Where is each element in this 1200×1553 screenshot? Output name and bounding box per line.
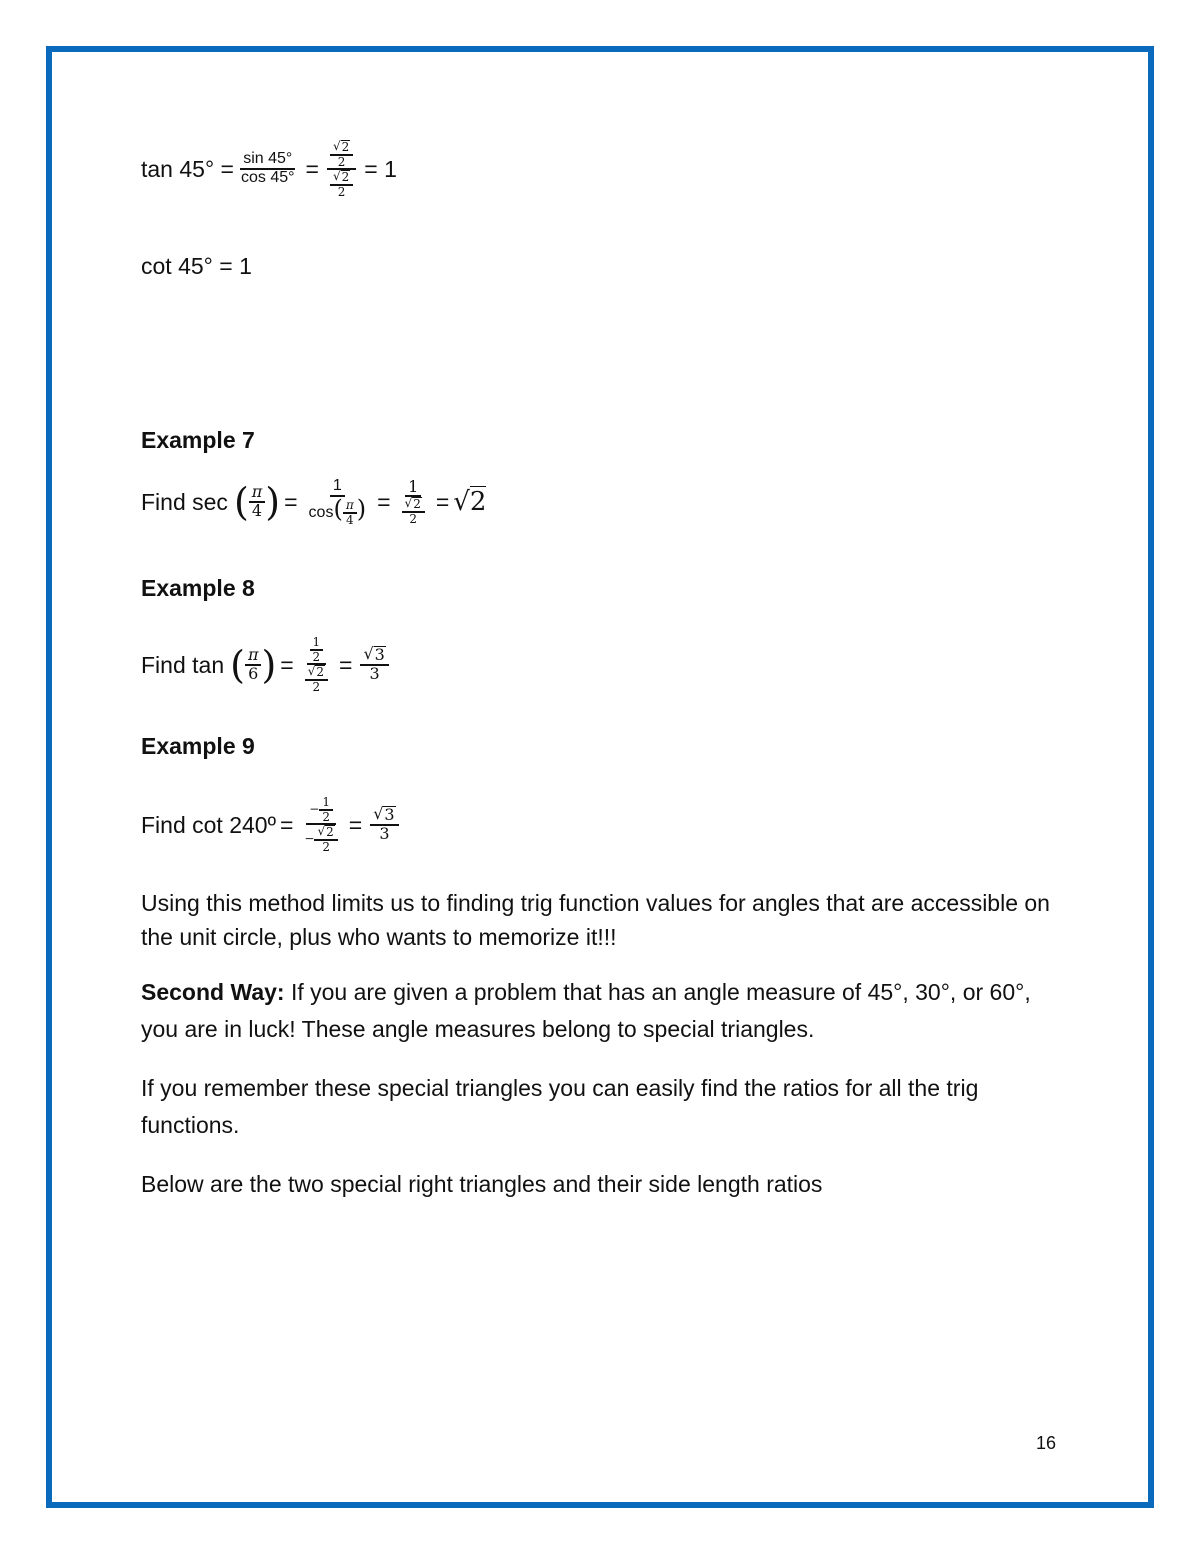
tan45-equation: tan 45° = $\frac{\sin 45^\circ}{\cos 45^\circ}$ = √ 2 2 √ 2 2 = 1 [141, 139, 397, 199]
root3-over-3-fraction: √ 3 3 [370, 806, 398, 843]
root2-over-root2-fraction: √ 2 2 √ 2 2 [327, 140, 356, 198]
example9-equation: Find cot 240º = − $\frac{1}{2}$ − √ 2 2 = √ 3 3 [141, 796, 403, 853]
example7-equation: Find sec ( $\frac{\pi}{4}$ ) = 1 cos( $\frac{\pi}{4}$ ) = 1 √ 2 2 = √2 [141, 476, 487, 527]
example7-heading: Example 7 [141, 427, 255, 453]
neg-half-over-neg-root2-fraction: − $\frac{1}{2}$ − √ 2 2 [301, 796, 340, 853]
example8-equation: Find tan ( $\frac{\pi}{6}$ ) = $\frac{1}{2}$ √ 2 2 = √ 3 3 [141, 636, 393, 693]
paragraph-second-way: Second Way: If you are given a problem that has an angle measure of 45°, 30°, or 60°, you are in luck! These angle measures belong to special triangles. [141, 979, 1031, 1042]
example9-heading: Example 9 [141, 733, 255, 759]
root3-over-3-fraction: √ 3 3 [360, 646, 388, 683]
one-over-cos-fraction: 1 cos( $\frac{\pi}{4}$ ) [308, 477, 367, 527]
sqrt2-result: √2 [453, 487, 487, 518]
paragraph-special-triangles: If you remember these special triangles you can easily find the ratios for all the trig functions. [141, 1075, 979, 1138]
cot45-equation: cot 45° = 1 [141, 253, 252, 279]
example8-heading: Example 8 [141, 575, 255, 601]
page-number: 16 [1036, 1433, 1057, 1453]
paragraph-below: Below are the two special right triangles and their side length ratios [141, 1171, 823, 1197]
one-over-root2-fraction: 1 √ 2 2 [399, 479, 428, 526]
sin-over-cos-fraction: $\frac{\sin 45^\circ}{\cos 45^\circ}$ [240, 150, 295, 187]
half-over-root2-fraction: $\frac{1}{2}$ √ 2 2 [302, 636, 331, 693]
paragraph-method-limits: Using this method limits us to finding trig function values for angles that are accessible on the unit circle, plus who wants to memorize it!!! [141, 890, 1050, 950]
